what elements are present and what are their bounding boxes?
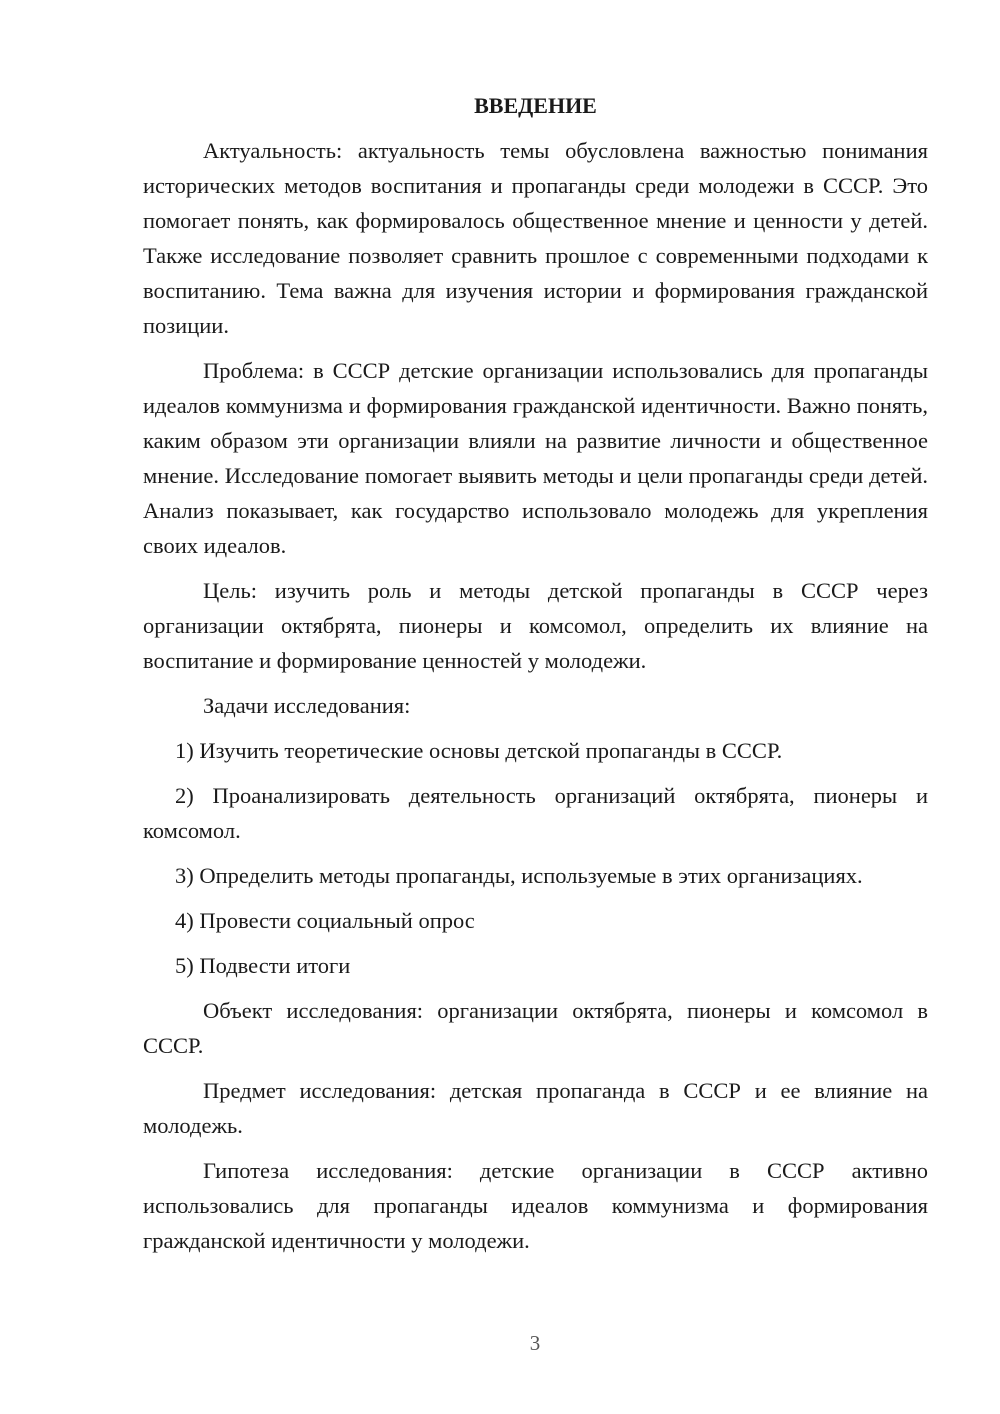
tasks-heading: Задачи исследования: [203,693,411,718]
tasks-list [143,733,928,983]
task-item: 3) Определить методы пропаганды, используемые в этих организациях. [175,863,863,888]
task-item: 2) Проанализировать деятельность организаций октябрята, пионеры и комсомол. [143,783,928,843]
section-heading: ВВЕДЕНИЕ [474,93,597,118]
task-item: 5) Подвести итоги [175,953,351,978]
goal-paragraph: Цель: изучить роль и методы детской пропаганды в СССР через организации октябрята, пионеры и комсомол, определить их влияние на воспитание и формирование ценностей у молодежи. [143,578,928,673]
relevance-paragraph: Актуальность: актуальность темы обусловлена важностью понимания исторических методов воспитания и пропаганды среди молодежи в СССР. Это помогает понять, как формировалось общественное мнение и ценности у детей. Также исследование позволяет сравнить прошлое с современными подходами к воспитанию. Тема важна для изучения истории и формирования гражданской позиции. [143,138,928,338]
page-content [143,88,928,1258]
page-number: 3 [529,1331,541,1355]
problem-paragraph: Проблема: в СССР детские организации использовались для пропаганды идеалов коммунизма и формирования гражданской идентичности. Важно понять, каким образом эти организации влияли на развитие личности и общественное мнение. Исследование помогает выявить методы и цели пропаганды среди детей. Анализ показывает, как государство использовало молодежь для укрепления своих идеалов. [143,358,928,558]
subject-paragraph: Предмет исследования: детская пропаганда в СССР и ее влияние на молодежь. [143,1078,928,1138]
task-item: 4) Провести социальный опрос [175,908,475,933]
object-paragraph: Объект исследования: организации октябрята, пионеры и комсомол в СССР. [143,998,928,1058]
task-item: 1) Изучить теоретические основы детской пропаганды в СССР. [175,738,783,763]
hypothesis-paragraph: Гипотеза исследования: детские организации в СССР активно использовались для пропаганды идеалов коммунизма и формирования гражданской идентичности у молодежи. [143,1158,928,1253]
